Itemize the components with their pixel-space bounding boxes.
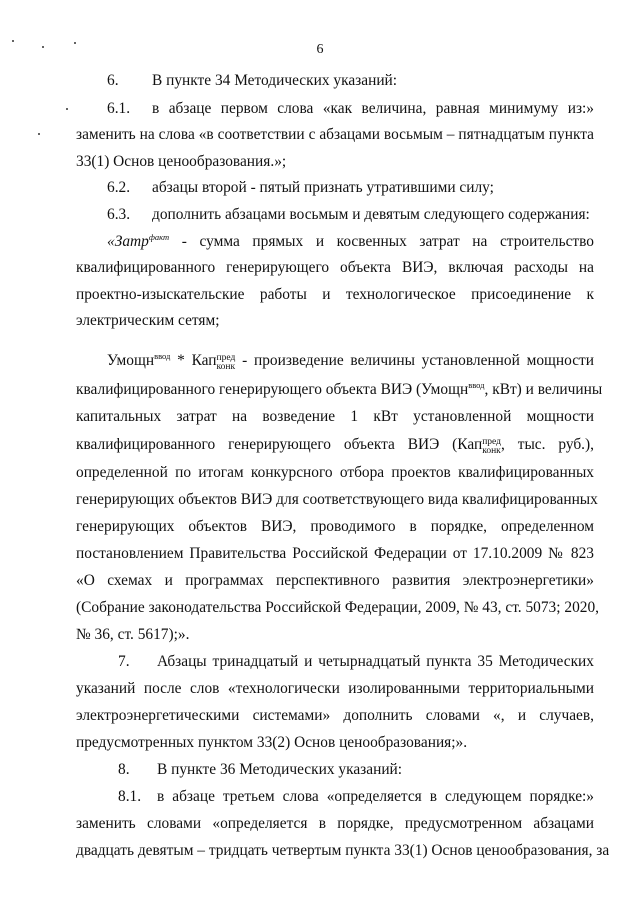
formula-line: проектно-изыскательские работы и технологическое присоединение к	[76, 286, 594, 303]
formula-line: генерирующих объектов ВИЭ для соответствующего вида квалифицированных	[76, 491, 598, 508]
formula-line: квалифицированного генерирующего объекта ВИЭ, включая расходы на	[76, 259, 594, 276]
scan-artifact	[38, 133, 40, 135]
formula-line: Умощн$^{ввод}$ * Кап пред конк - произведение величины установленной мощности	[107, 351, 594, 373]
formula-line: определенной по итогам конкурсного отбора проектов квалифицированных	[76, 464, 594, 481]
formula-line: (Собрание законодательства Российской Федерации, 2009, № 43, ст. 5073; 2020,	[76, 599, 600, 616]
item-number: 6.1.	[107, 100, 131, 117]
item-text-line: двадцать девятым – тридцать четвертым пункта 33(1) Основ ценообразования, за	[76, 842, 610, 859]
formula-line: «О схемах и программах перспективного развития электроэнергетики»	[76, 572, 594, 589]
item-text-line: электроэнергетическими системами» дополнить словами «, и случаев,	[76, 707, 594, 724]
scan-artifact	[74, 42, 76, 44]
formula-line: «Затр$^{факт}$ - сумма прямых и косвенных затрат на строительство	[107, 232, 594, 251]
item-text-line: заменить на слова «в соответствии с абзацами восьмым – пятнадцатым пункта	[76, 126, 594, 143]
formula-line: генерирующих объектов ВИЭ, проводимого в порядке, определенном	[76, 518, 594, 535]
item-text: В пункте 34 Методических указаний:	[152, 72, 398, 89]
formula-symbol: Умощн$^{ввод}$ * Кап пред конк	[107, 351, 236, 373]
item-number: 6.3.	[107, 206, 131, 223]
item-text-line: в абзаце первом слова «как величина, равная минимуму из:»	[152, 100, 594, 117]
item-number: 8.1.	[118, 788, 142, 805]
item-number: 6.2.	[107, 179, 131, 196]
item-text-line: указаний после слов «технологически изолированными территориальными	[76, 680, 594, 697]
item-text-line: предусмотренных пунктом 33(2) Основ ценообразования;».	[76, 734, 468, 751]
item-text-line: заменить словами «определяется в порядке, предусмотренном абзацами	[76, 815, 594, 832]
item-text: дополнить абзацами восьмым и девятым следующего содержания:	[152, 206, 590, 223]
item-text-line: 33(1) Основ ценообразования.»;	[76, 153, 287, 170]
formula-line: квалифицированного генерирующего объекта ВИЭ (Умощн$^{ввод}$, кВт) и величины	[76, 380, 603, 399]
scan-artifact	[66, 108, 68, 110]
item-text-line: Абзацы тринадцатый и четырнадцатый пункта 35 Методических	[157, 653, 594, 670]
formula-line: квалифицированного генерирующего объекта ВИЭ (Кап пред конк , тыс. руб.),	[76, 436, 594, 456]
formula-line: постановлением Правительства Российской Федерации от 17.10.2009 № 823	[76, 545, 594, 562]
page-number: 6	[316, 42, 324, 57]
formula-line: капитальных затрат на возведение 1 кВт установленной мощности	[76, 408, 594, 425]
formula-line: № 36, ст. 5617);».	[76, 626, 190, 643]
item-text-line: в абзаце третьем слова «определяется в следующем порядке:»	[157, 788, 594, 805]
scan-artifact	[12, 40, 14, 42]
item-number: 8.	[118, 761, 130, 778]
scan-artifact	[42, 46, 44, 48]
item-number: 7.	[118, 653, 130, 670]
formula-symbol: «Затр$^{факт}$	[107, 232, 170, 251]
item-text: абзацы второй - пятый признать утратившими силу;	[152, 179, 494, 196]
item-text: В пункте 36 Методических указаний:	[157, 761, 403, 778]
item-number: 6.	[107, 72, 119, 89]
formula-line: электрическим сетям;	[76, 312, 220, 329]
